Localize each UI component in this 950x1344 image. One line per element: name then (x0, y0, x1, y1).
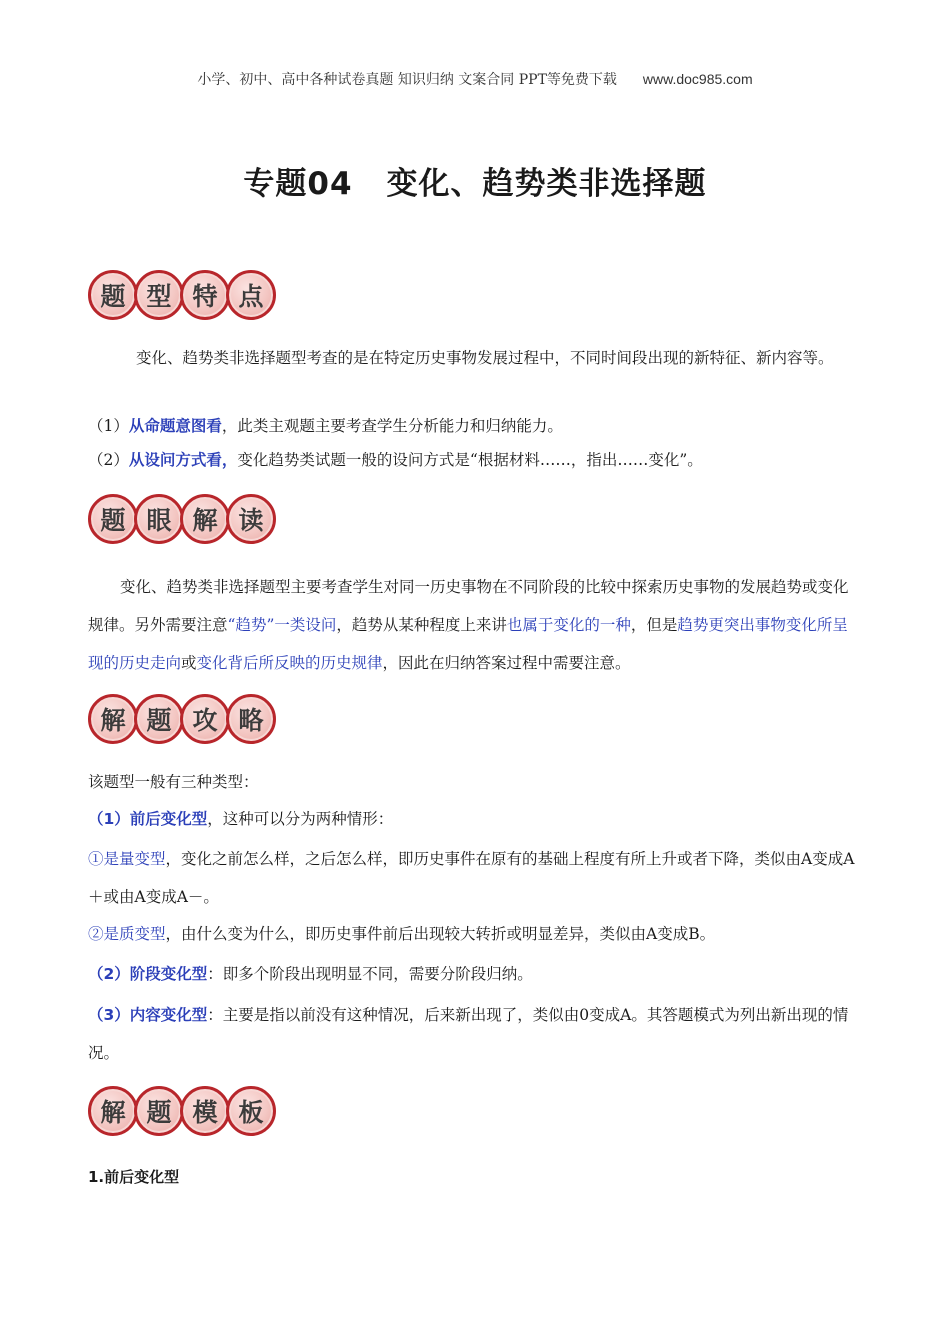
header-text: 小学、初中、高中各种试卷真题 知识归纳 文案合同 PPT等免费下载 (197, 72, 617, 88)
badge-solving-template (88, 1082, 272, 1140)
badge-coin: 解 (180, 494, 230, 544)
badge-coin: 攻 (180, 694, 230, 744)
section3-case1: ①是量变型，变化之前怎么样，之后怎么样，即历史事件在原有的基础上程度有所上升或者下降，类似由A变成A＋或由A变成A－。 (88, 850, 855, 906)
section3-intro: 该题型一般有三种类型： (88, 773, 259, 791)
page-title (0, 158, 950, 203)
section3-type1: （1）前后变化型，这种可以分为两种情形： (88, 810, 394, 828)
badge-coin: 解 (88, 694, 138, 744)
page-header (0, 69, 950, 89)
section3-type3: （3）内容变化型：主要是指以前没有这种情况，后来新出现了，类似由0变成A。其答题模式为列出新出现的情况。 (88, 1006, 849, 1062)
badge-coin: 读 (226, 494, 276, 544)
badge-coin: 型 (134, 270, 184, 320)
title-number: 专题04 (243, 166, 353, 202)
section1-item1: （1）从命题意图看，此类主观题主要考查学生分析能力和归纳能力。 (88, 417, 563, 435)
section1-intro: 变化、趋势类非选择题型考查的是在特定历史事物发展过程中，不同时间段出现的新特征、新内容等。 (136, 349, 834, 367)
badge-coin: 点 (226, 270, 276, 320)
badge-coin: 模 (180, 1086, 230, 1136)
badge-coin: 眼 (134, 494, 184, 544)
badge-solving-strategy (88, 690, 272, 748)
badge-coin: 略 (226, 694, 276, 744)
badge-coin: 特 (180, 270, 230, 320)
badge-question-eye (88, 490, 272, 548)
badge-coin: 板 (226, 1086, 276, 1136)
badge-coin: 解 (88, 1086, 138, 1136)
badge-coin: 题 (134, 694, 184, 744)
section2-paragraph: 变化、趋势类非选择题型主要考查学生对同一历史事物在不同阶段的比较中探索历史事物的发展趋势或变化规律。另外需要注意“趋势”一类设问，趋势从某种程度上来讲也属于变化的一种，但是趋势更突出事物变化所呈现的历史走向或变化背后所反映的历史规律，因此在归纳答案过程中需要注意。 (88, 578, 849, 672)
badge-coin: 题 (134, 1086, 184, 1136)
section4-heading: 1.前后变化型 (88, 1168, 180, 1186)
badge-coin: 题 (88, 494, 138, 544)
title-text: 变化、趋势类非选择题 (386, 166, 707, 202)
section3-type2: （2）阶段变化型：即多个阶段出现明显不同，需要分阶段归纳。 (88, 965, 533, 983)
section3-case2: ②是质变型，由什么变为什么，即历史事件前后出现较大转折或明显差异，类似由A变成B。 (88, 925, 716, 943)
badge-coin: 题 (88, 270, 138, 320)
section1-item2: （2）从设问方式看，变化趋势类试题一般的设问方式是“根据材料……，指出……变化”。 (88, 451, 703, 469)
badge-question-features (88, 266, 272, 324)
header-site-link[interactable]: www.doc985.com (642, 71, 753, 87)
